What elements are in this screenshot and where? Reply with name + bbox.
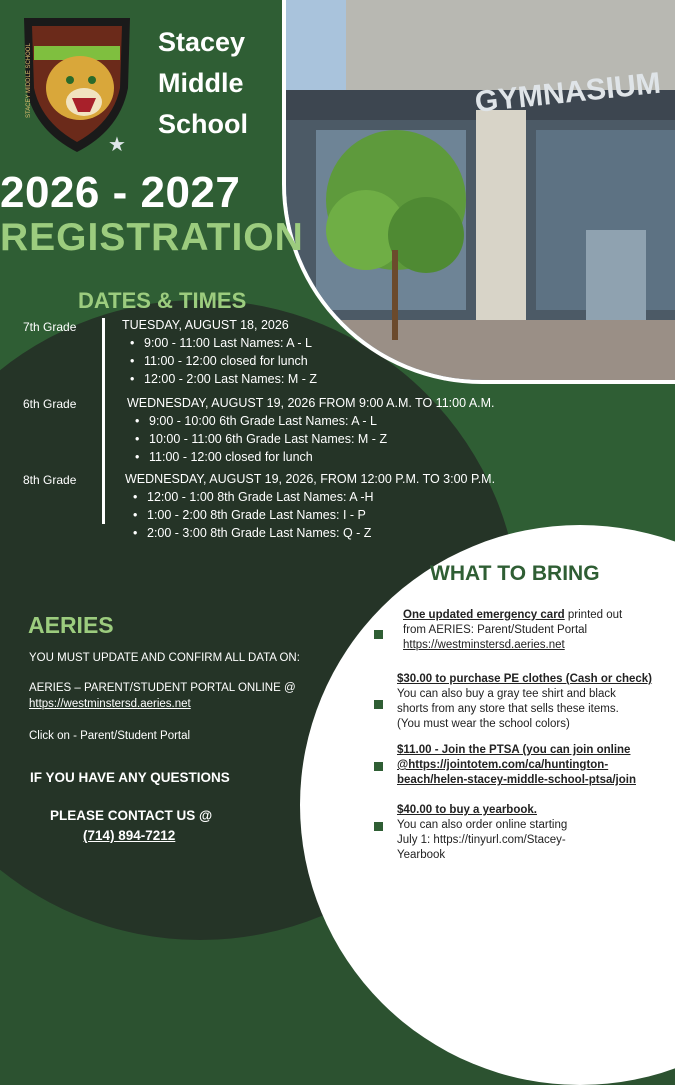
- bring-item-text: July 1: https://tinyurl.com/Stacey-: [397, 834, 566, 846]
- time-slot: • 12:00 - 2:00 Last Names: M - Z: [128, 370, 317, 388]
- time-slot: • 11:00 - 12:00 closed for lunch: [133, 448, 387, 466]
- grade-day: WEDNESDAY, AUGUST 19, 2026 FROM 9:00 A.M. TO 11:00 A.M.: [127, 396, 495, 410]
- what-to-bring-heading: WHAT TO BRING: [430, 562, 600, 585]
- bullet-square-icon: [374, 762, 383, 771]
- bring-item: [397, 743, 636, 788]
- grade-day: WEDNESDAY, AUGUST 19, 2026, FROM 12:00 P.M. TO 3:00 P.M.: [125, 472, 496, 486]
- school-name-line3: School: [158, 109, 249, 139]
- registration-title: REGISTRATION: [0, 216, 304, 259]
- update-instruction: YOU MUST UPDATE AND CONFIRM ALL DATA ON:: [29, 652, 300, 664]
- school-year-title: 2026 - 2027: [0, 168, 241, 217]
- gymnasium-sign: GYMNASIUM: [473, 66, 663, 119]
- bring-item: [397, 672, 652, 732]
- bring-item-text: shorts from any store that sells these items.: [397, 703, 619, 715]
- school-name: [158, 22, 248, 145]
- grade-label: 7th Grade: [23, 320, 77, 334]
- bring-item-text: printed out: [564, 609, 623, 621]
- aeries-heading: AERIES: [28, 612, 114, 638]
- bring-item-text: You can also order online starting: [397, 819, 568, 831]
- divider-line: [102, 318, 105, 524]
- crest-text: STACEY MIDDLE SCHOOL: [26, 43, 32, 118]
- time-slot: • 11:00 - 12:00 closed for lunch: [128, 352, 317, 370]
- portal-link[interactable]: https://westminstersd.aeries.net: [29, 698, 191, 710]
- portal-label: AERIES – PARENT/STUDENT PORTAL ONLINE @: [29, 682, 296, 694]
- ptsa-link[interactable]: beach/helen-stacey-middle-school-ptsa/join: [397, 774, 636, 786]
- bring-item-heading: $11.00 - Join the PTSA (you can join online: [397, 744, 631, 756]
- grade-label: 6th Grade: [23, 397, 77, 411]
- time-slot: • 12:00 - 1:00 8th Grade Last Names: A -H: [131, 488, 374, 506]
- ptsa-link[interactable]: @https://jointotem.com/ca/huntington-: [397, 759, 609, 771]
- time-slot-list: [131, 488, 374, 542]
- bring-item-heading: $30.00 to purchase PE clothes (Cash or check): [397, 673, 653, 685]
- bullet-square-icon: [374, 700, 383, 709]
- time-slot: • 9:00 - 10:00 6th Grade Last Names: A - L: [133, 412, 387, 430]
- click-instruction: Click on - Parent/Student Portal: [29, 730, 191, 742]
- time-slot: • 10:00 - 11:00 6th Grade Last Names: M - Z: [133, 430, 387, 448]
- time-slot: • 1:00 - 2:00 8th Grade Last Names: I - P: [131, 506, 374, 524]
- time-slot: • 9:00 - 11:00 Last Names: A - L: [128, 334, 317, 352]
- school-name-line1: Stacey: [158, 27, 246, 57]
- dates-times-heading: DATES & TIMES: [78, 288, 247, 313]
- contact-label: PLEASE CONTACT US @: [50, 808, 213, 823]
- grade-label: 8th Grade: [23, 473, 77, 487]
- school-name-line2: Middle: [158, 68, 244, 98]
- portal-link[interactable]: https://westminstersd.aeries.net: [403, 639, 565, 651]
- gymnasium-photo: [282, 0, 675, 384]
- bullet-square-icon: [374, 630, 383, 639]
- questions-heading: IF YOU HAVE ANY QUESTIONS: [30, 770, 230, 785]
- bring-item-text: Yearbook: [397, 849, 446, 861]
- bring-item-heading: $40.00 to buy a yearbook.: [397, 804, 537, 816]
- star-icon: ★: [108, 134, 126, 156]
- bring-item-heading: One updated emergency card: [403, 609, 565, 621]
- bring-item-text: You can also buy a gray tee shirt and black: [397, 688, 616, 700]
- bring-item-text: from AERIES: Parent/Student Portal: [403, 624, 588, 636]
- bullet-square-icon: [374, 822, 383, 831]
- time-slot: • 2:00 - 3:00 8th Grade Last Names: Q - Z: [131, 524, 374, 542]
- bring-item-text: (You must wear the school colors): [397, 718, 570, 730]
- grade-day: TUESDAY, AUGUST 18, 2026: [122, 318, 289, 332]
- phone-link[interactable]: (714) 894-7212: [83, 828, 176, 843]
- bring-item: [397, 803, 567, 863]
- bring-item: [403, 608, 622, 653]
- time-slot-list: [128, 334, 317, 388]
- time-slot-list: [133, 412, 387, 466]
